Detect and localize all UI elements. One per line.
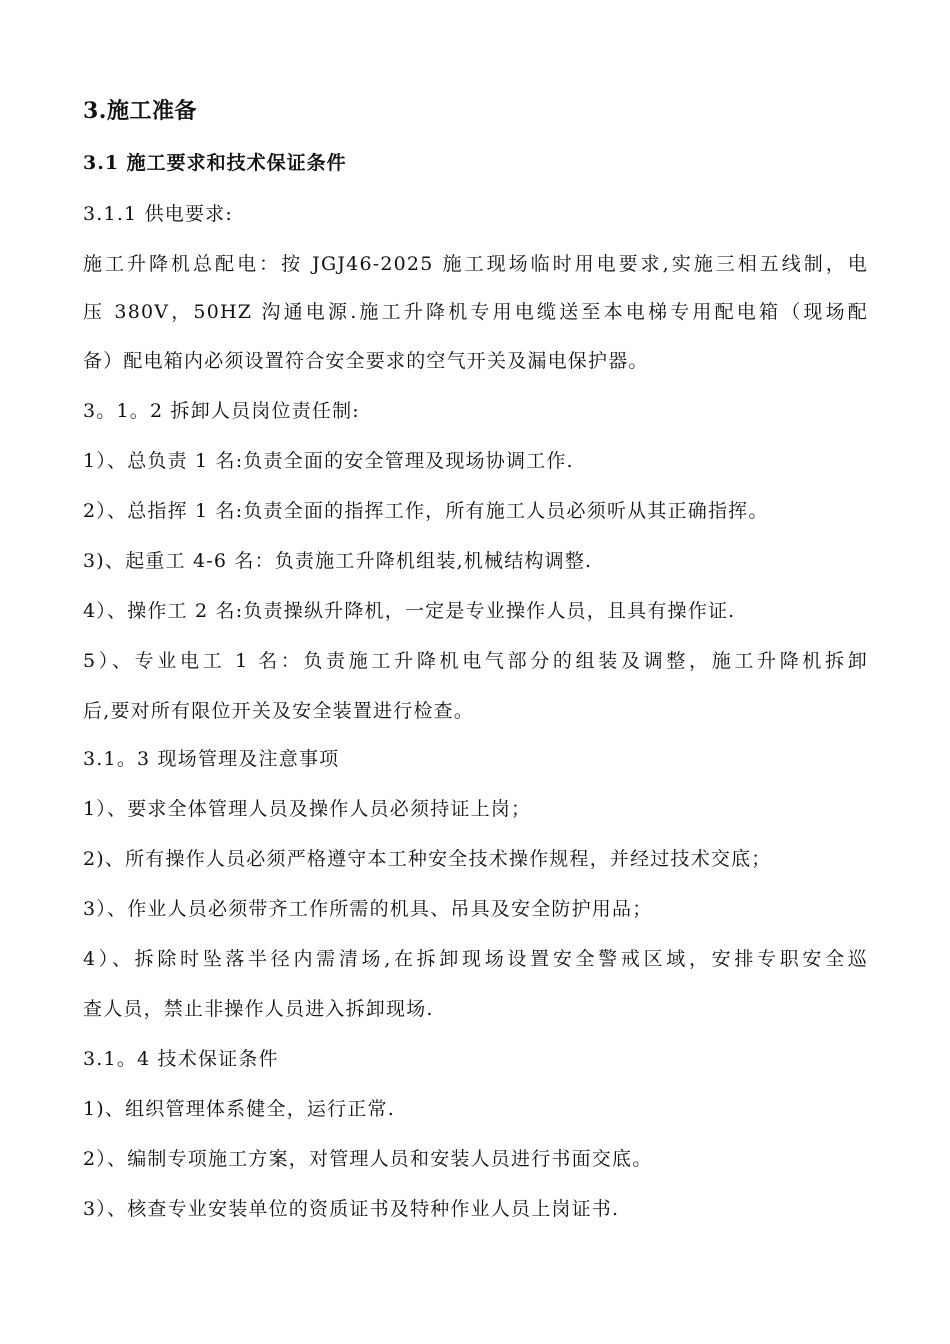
paragraph-line: 施工升降机总配电：按 JGJ46-2025 施工现场临时用电要求,实施三相五线制，电 bbox=[83, 253, 868, 275]
list-item: 1）、要求全体管理人员及操作人员必须持证上岗； bbox=[83, 798, 532, 820]
list-item: 4）、拆除时坠落半径内需清场,在拆卸现场设置安全警戒区域，安排专职安全巡 bbox=[83, 948, 868, 970]
section-3-1-1-title: 3.1.1 供电要求: bbox=[83, 203, 233, 225]
subsection-heading: 3.1 施工要求和技术保证条件 bbox=[83, 152, 347, 174]
list-item: 2）、总指挥 1 名:负责全面的指挥工作，所有施工人员必须听从其正确指挥。 bbox=[83, 500, 769, 522]
list-item: 5）、专业电工 1 名：负责施工升降机电气部分的组装及调整，施工升降机拆卸 bbox=[83, 650, 868, 672]
list-item: 1)、组织管理体系健全，运行正常. bbox=[83, 1098, 395, 1120]
section-3-1-2-title: 3。1。2 拆卸人员岗位责任制: bbox=[83, 400, 360, 422]
section-3-1-4-title: 3.1。4 技术保证条件 bbox=[83, 1048, 279, 1070]
list-item: 1）、总负责 1 名:负责全面的安全管理及现场协调工作. bbox=[83, 450, 574, 472]
list-item: 3)、起重工 4-6 名：负责施工升降机组装,机械结构调整. bbox=[83, 550, 593, 572]
paragraph-line: 备）配电箱内必须设置符合安全要求的空气开关及漏电保护器。 bbox=[83, 350, 649, 372]
list-item: 4）、操作工 2 名:负责操纵升降机，一定是专业操作人员，且具有操作证. bbox=[83, 600, 736, 622]
list-item: 2)、所有操作人员必须严格遵守本工种安全技术操作规程，并经过技术交底； bbox=[83, 848, 772, 870]
list-item: 2）、编制专项施工方案，对管理人员和安装人员进行书面交底。 bbox=[83, 1148, 653, 1170]
list-item: 3）、作业人员必须带齐工作所需的机具、吊具及安全防护用品； bbox=[83, 898, 653, 920]
list-item: 查人员，禁止非操作人员进入拆卸现场. bbox=[83, 998, 434, 1020]
paragraph-line: 压 380V，50HZ 沟通电源.施工升降机专用电缆送至本电梯专用配电箱（现场配 bbox=[83, 301, 868, 323]
list-item: 后,要对所有限位开关及安全装置进行检查。 bbox=[83, 700, 475, 722]
section-heading: 3.施工准备 bbox=[83, 98, 197, 124]
section-3-1-3-title: 3.1。3 现场管理及注意事项 bbox=[83, 748, 340, 770]
list-item: 3）、核查专业安装单位的资质证书及特种作业人员上岗证书. bbox=[83, 1198, 620, 1220]
